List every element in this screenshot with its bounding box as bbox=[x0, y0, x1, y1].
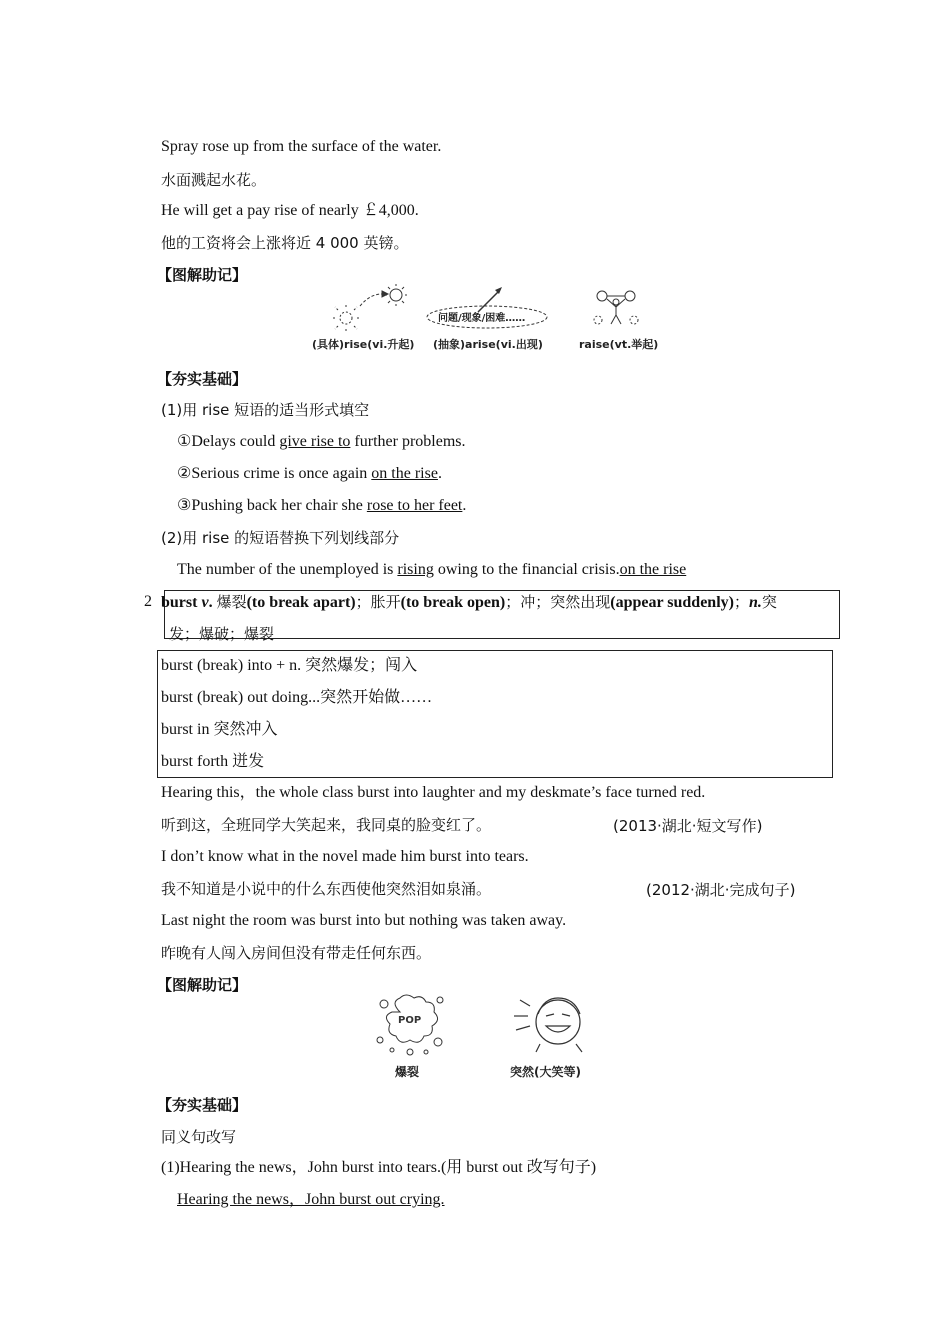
example-sentence-cn: 昨晚有人闯入房间但没有带走任何东西。 bbox=[161, 944, 432, 962]
example-sentence-cn: 我不知道是小说中的什么东西使他突然泪如泉涌。 bbox=[161, 880, 492, 898]
definition-line-2: 发；爆破；爆裂 bbox=[169, 625, 275, 643]
question-1-prompt: (1)Hearing the news，John burst into tears.(用 burst out 改写句子) bbox=[161, 1159, 597, 1176]
diagram-label-sudden: 突然(大笑等) bbox=[510, 1065, 581, 1079]
example-sentence-en: He will get a pay rise of nearly ￡4,000. bbox=[161, 202, 419, 219]
phrase-item: burst forth 迸发 bbox=[161, 753, 265, 770]
example-sentence-en: Last night the room was burst into but nothing was taken away. bbox=[161, 912, 567, 929]
question-1a: ①Delays could give rise to further problems. bbox=[177, 433, 466, 450]
laughing-face-icon bbox=[514, 998, 582, 1052]
example-sentence-cn: 他的工资将会上涨将近 4 000 英镑。 bbox=[161, 234, 409, 252]
question-1-prompt: (1)用 rise 短语的适当形式填空 bbox=[161, 401, 370, 419]
person-lifting-icon bbox=[594, 291, 638, 324]
source-citation: (2012·湖北·完成句子) bbox=[646, 881, 796, 899]
source-citation: (2013·湖北·短文写作) bbox=[613, 817, 763, 835]
answer-text: Hearing the news，John burst out crying. bbox=[177, 1191, 445, 1208]
answer-text: on the rise bbox=[371, 465, 438, 482]
explosion-icon bbox=[377, 995, 443, 1055]
entry-number: 2 bbox=[144, 593, 152, 610]
phrase-item: burst (break) into + n. 突然爆发；闯入 bbox=[161, 657, 418, 674]
example-sentence-cn: 水面溅起水花。 bbox=[161, 171, 267, 189]
pop-label: POP bbox=[398, 1015, 422, 1026]
example-sentence-cn: 听到这，全班同学大笑起来，我同桌的脸变红了。 bbox=[161, 816, 492, 834]
example-sentence-en: Hearing this，the whole class burst into laughter and my deskmate’s face turned red. bbox=[161, 784, 706, 801]
diagram-label-rise: (具体)rise(vi.升起) bbox=[312, 338, 415, 351]
example-sentence-en: I don’t know what in the novel made him burst into tears. bbox=[161, 848, 529, 865]
section-heading-diagram: 【图解助记】 bbox=[157, 266, 248, 284]
example-sentence-en: Spray rose up from the surface of the water. bbox=[161, 138, 442, 155]
section-heading-practice: 【夯实基础】 bbox=[157, 370, 248, 388]
answer-text: rose to her feet bbox=[366, 497, 463, 514]
definition-line: burst v. 爆裂(to break apart)；胀开(to break open)；冲；突然出现(appear suddenly)；n.突 bbox=[161, 593, 777, 611]
section-heading-diagram: 【图解助记】 bbox=[157, 976, 248, 994]
rise-diagram bbox=[300, 282, 670, 356]
answer-text: on the rise bbox=[619, 561, 687, 578]
question-2-sentence: The number of the unemployed is rising owing to the financial crisis.on the rise bbox=[177, 561, 687, 578]
headword: burst bbox=[161, 594, 198, 611]
sun-rising-icon bbox=[331, 284, 407, 333]
bubble-arrow-icon bbox=[427, 287, 547, 328]
diagram-label-arise: (抽象)arise(vi.出现) bbox=[433, 338, 543, 351]
question-1c: ③Pushing back her chair she rose to her feet. bbox=[177, 497, 467, 514]
task-label: 同义句改写 bbox=[161, 1128, 237, 1146]
phrase-item: burst (break) out doing...突然开始做…… bbox=[161, 689, 433, 706]
answer-text: give rise to bbox=[279, 433, 351, 450]
diagram-label-burst: 爆裂 bbox=[395, 1065, 420, 1079]
diagram-label-raise: raise(vt.举起) bbox=[579, 338, 659, 351]
section-heading-practice: 【夯实基础】 bbox=[157, 1096, 248, 1114]
burst-diagram bbox=[370, 990, 610, 1082]
underlined-word: rising bbox=[397, 561, 434, 578]
phrase-item: burst in 突然冲入 bbox=[161, 721, 278, 738]
diagram-bubble-text: 问题/现象/困难…… bbox=[438, 313, 526, 324]
question-2-prompt: (2)用 rise 的短语替换下列划线部分 bbox=[161, 529, 400, 547]
question-1b: ②Serious crime is once again on the rise. bbox=[177, 465, 442, 482]
